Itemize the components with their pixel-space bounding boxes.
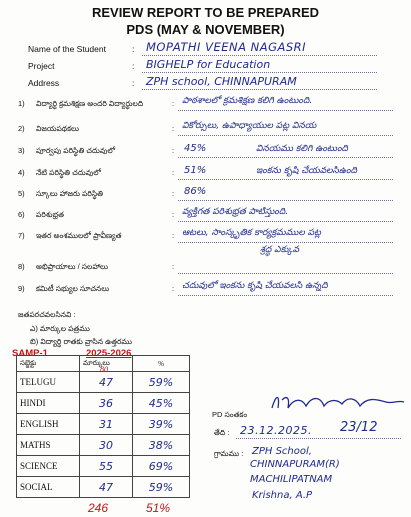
answer-underline: [178, 273, 393, 274]
student-name-value: MOPATHI VEENA NAGASRI: [146, 40, 307, 54]
table-row: [17, 414, 190, 435]
max-marks-note: 80: [100, 365, 108, 374]
answer-underline: [178, 179, 393, 180]
report-subtitle: PDS (MAY & NOVEMBER): [126, 22, 285, 37]
village-line: Krishna, A.P: [252, 490, 313, 501]
table-header-row: [17, 356, 190, 372]
subject-cell: HINDI: [17, 393, 80, 414]
date-underline: [236, 438, 401, 439]
question-number: 8): [18, 262, 25, 271]
question-answer-extra: శ్రద్ధ ఎక్కువ: [260, 245, 299, 255]
project-underline: [142, 72, 377, 73]
report-title: REVIEW REPORT TO BE PREPARED: [91, 5, 320, 20]
colon: :: [172, 231, 175, 240]
date-label: తేది :: [214, 428, 230, 437]
percent-cell: 38%: [133, 435, 190, 456]
subject-cell: MATHS: [17, 435, 80, 456]
answer-underline: [178, 221, 393, 222]
exam-year: 2025-2026: [86, 348, 132, 359]
question-label: విజయపథకలు: [36, 124, 79, 133]
marks-cell: 47: [80, 477, 133, 498]
question-answer-extra: ఇంకను కృషి చేయవలసిఉంది: [256, 166, 357, 176]
subject-cell: SOCIAL: [17, 477, 80, 498]
date-extra: 23/12: [340, 420, 378, 435]
question-answer: 45%: [184, 143, 207, 154]
colon: :: [132, 61, 135, 71]
question-label: అభిప్రాయాలు / సలహాలు: [36, 262, 108, 271]
village-line: ZPH School,: [252, 446, 312, 457]
table-row: [17, 477, 190, 498]
marks-cell: 30: [80, 435, 133, 456]
question-number: 3): [18, 146, 25, 155]
question-label: కమిటీ సభ్యుల సూచనలు: [36, 284, 110, 293]
village-label: గ్రామము :: [214, 449, 244, 458]
table-row: [17, 372, 190, 393]
village-line: CHINNAPURAM(R): [250, 459, 340, 470]
percent-cell: 59%: [133, 477, 190, 498]
answer-underline: [178, 135, 393, 136]
question-number: 2): [18, 124, 25, 133]
table-row: [17, 393, 190, 414]
question-answer-extra: వినయము కలిగి ఉంటుంది: [256, 144, 348, 154]
marks-table: [16, 355, 190, 498]
percent-cell: 59%: [133, 372, 190, 393]
colon: :: [172, 189, 175, 198]
answer-underline: [178, 200, 393, 201]
address-underline: [142, 89, 377, 90]
question-number: 1): [18, 99, 25, 108]
answer-underline: [178, 110, 393, 111]
village-line: MACHILIPATNAM: [250, 474, 333, 485]
subject-cell: TELUGU: [17, 372, 80, 393]
col-marks-header: [80, 356, 133, 372]
question-label: పూర్వపు పరిస్థితి చదువులో: [36, 146, 116, 155]
table-row: [17, 435, 190, 456]
answer-underline: [178, 157, 393, 158]
marks-cell: 55: [80, 456, 133, 477]
question-label: ఇతర అంశములలో ప్రావీణ్యత: [36, 231, 122, 240]
question-label: పరిశుభ్రత: [36, 210, 64, 219]
question-answer: 51%: [184, 165, 207, 176]
attachment-student-letter: బి) విద్యార్థి రాతకు వ్రాసిన ఉత్తరము: [30, 337, 132, 346]
percent-cell: 69%: [133, 456, 190, 477]
colon: :: [172, 124, 175, 133]
pd-signature-label: PD సంతకం: [212, 410, 248, 419]
colon: :: [172, 146, 175, 155]
col-subject-header: సబ్జెక్టు: [17, 356, 80, 372]
subject-cell: ENGLISH: [17, 414, 80, 435]
question-number: 7): [18, 231, 25, 240]
col-percent-header: %: [133, 356, 190, 372]
pd-signature: [268, 390, 408, 414]
question-label: నేటి పరిస్థితి చదువులో: [36, 168, 101, 177]
colon: :: [132, 44, 135, 54]
question-answer: చదువులో ఇంకను కృషి చేయవలసి ఉన్నది: [182, 281, 328, 291]
date-value: 23.12.2025.: [240, 424, 312, 437]
colon: :: [172, 168, 175, 177]
question-answer: ఆటలు, సాంస్కృతిక కార్యక్రమముల పట్ల: [182, 228, 321, 238]
answer-underline: [178, 242, 393, 243]
question-label: విద్యార్థి క్రమశిక్షణ అందరి విద్యార్థులది: [36, 99, 144, 108]
address-value: ZPH school, CHINNAPURAM: [146, 75, 297, 88]
answer-underline: [178, 295, 393, 296]
marks-cell: 47: [80, 372, 133, 393]
subject-cell: SCIENCE: [17, 456, 80, 477]
question-number: 9): [18, 284, 25, 293]
name-underline: [142, 55, 377, 56]
marks-cell: 31: [80, 414, 133, 435]
percent-cell: 45%: [133, 393, 190, 414]
question-answer: వ్యక్తిగత పరిశుభ్రత పాటిస్తుంది.: [182, 207, 289, 217]
address-label: Address: [28, 78, 60, 88]
colon: :: [172, 284, 175, 293]
col-marks-label: మార్కులు: [83, 358, 110, 367]
total-marks: 246: [88, 501, 109, 515]
project-value: BIGHELP for Education: [146, 58, 271, 71]
attachments-heading: జతపరచవలసినవి :: [18, 310, 76, 319]
question-number: 4): [18, 168, 25, 177]
colon: :: [172, 262, 175, 271]
exam-name: SAMP-1: [12, 348, 48, 359]
question-answer: వికోర్సులు, ఉపాధ్యాయుల పట్ల వినయ: [182, 121, 317, 131]
question-answer: 86%: [184, 186, 207, 197]
question-label: స్కూలు హాజరు పరిస్థితి: [36, 189, 103, 198]
question-answer: పాఠశాలలో క్రమశిక్షణ కలిగి ఉంటుంది.: [182, 96, 313, 106]
question-number: 5): [18, 189, 25, 198]
colon: :: [172, 210, 175, 219]
student-name-label: Name of the Student: [28, 44, 106, 54]
question-number: 6): [18, 210, 25, 219]
attachment-marks-sheet: ఎ) మార్కుల పత్రము: [30, 324, 90, 333]
table-row: [17, 456, 190, 477]
percent-cell: 39%: [133, 414, 190, 435]
colon: :: [172, 99, 175, 108]
project-label: Project: [28, 61, 55, 71]
marks-cell: 36: [80, 393, 133, 414]
total-percent: 51%: [146, 501, 171, 515]
colon: :: [132, 78, 135, 88]
